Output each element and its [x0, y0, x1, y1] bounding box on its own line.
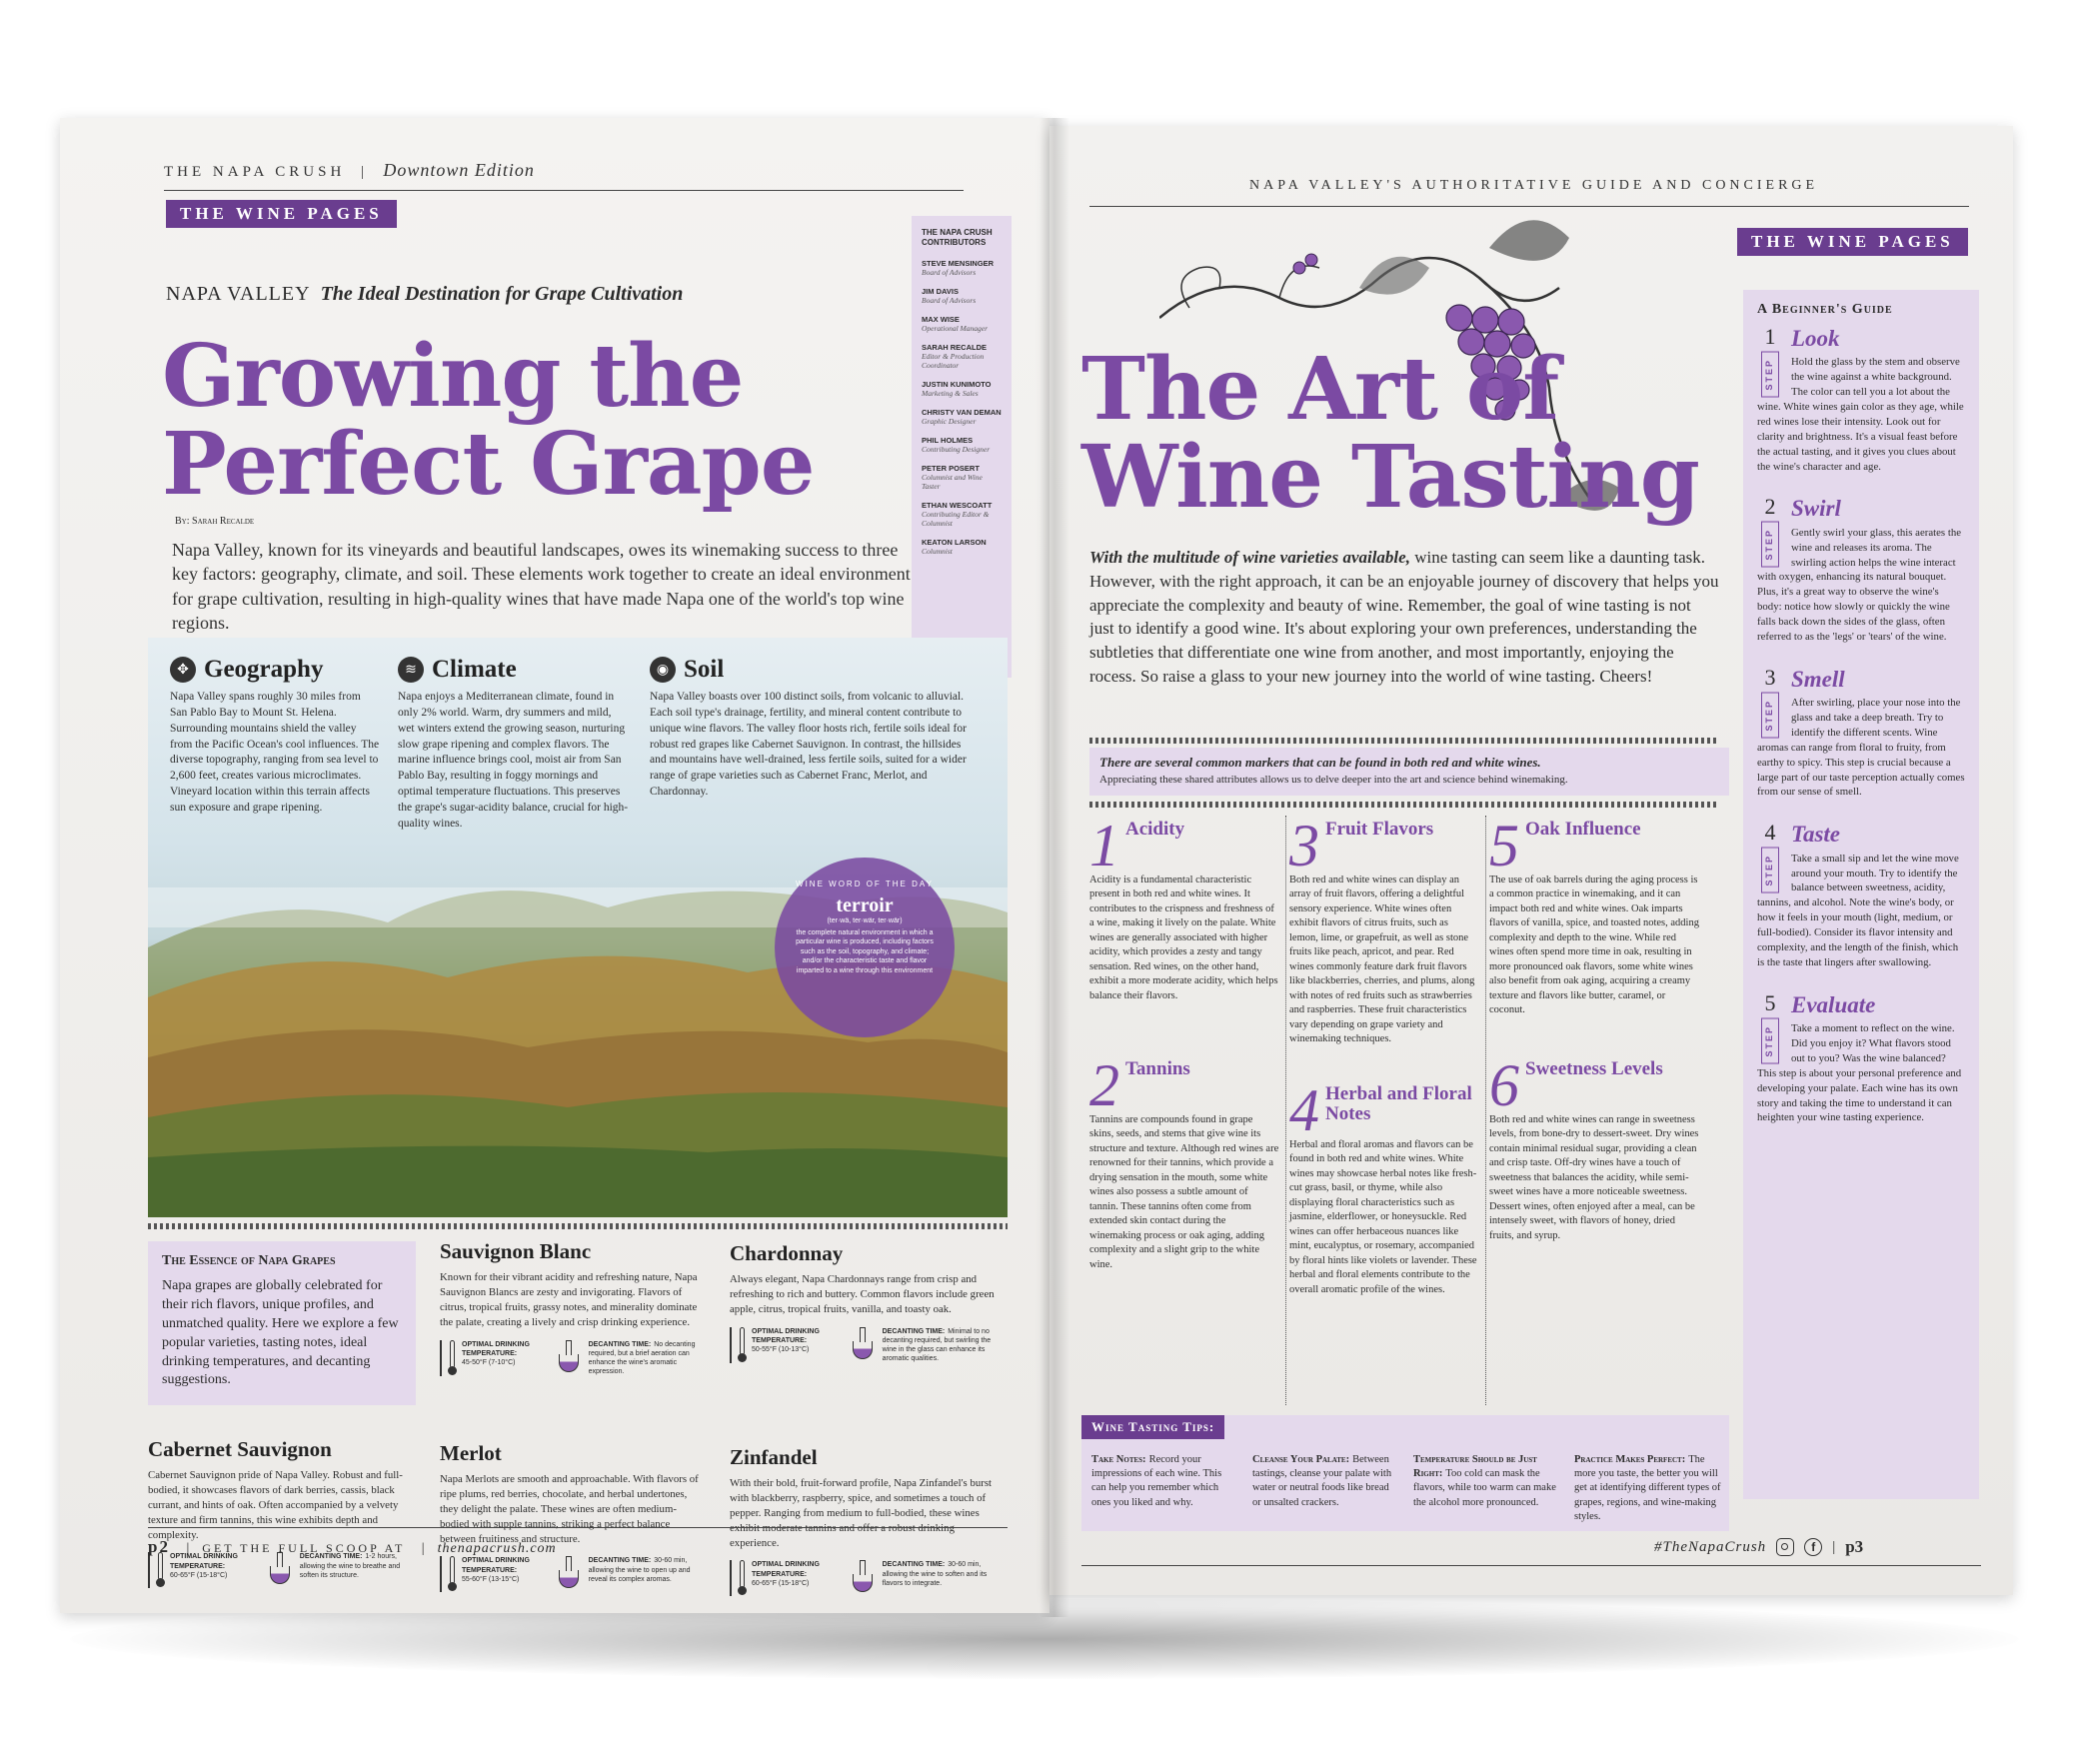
- marker-column-rule: [1285, 816, 1286, 1405]
- tip: [1252, 1453, 1399, 1524]
- temp-block: [462, 1340, 546, 1376]
- right-headline-line-1: The Art of: [1081, 339, 1559, 440]
- marker-tannins: [1089, 1052, 1289, 1272]
- contributors-list: [922, 259, 1002, 556]
- contributor-role: Columnist: [922, 546, 953, 556]
- temp-spec: [738, 1560, 840, 1596]
- step-number: 3: [1764, 664, 1776, 690]
- decanter-icon: [554, 1556, 584, 1592]
- step-label: STEP: [1761, 1018, 1779, 1064]
- decant-block: [883, 1560, 1000, 1596]
- marker-heading: [1089, 1052, 1279, 1118]
- temp-label: OPTIMAL DRINKING TEMPERATURE:: [462, 1340, 530, 1357]
- right-headline: [1081, 339, 1699, 528]
- right-headline-line-2: Wine Tasting: [1081, 426, 1699, 528]
- right-masthead: NAPA VALLEY'S AUTHORITATIVE GUIDE AND CONCIERGE: [1249, 178, 1819, 193]
- essence-box: [148, 1241, 416, 1405]
- decant-block: [300, 1552, 416, 1588]
- tip-title: Cleanse Your Palate:: [1252, 1454, 1350, 1465]
- temp-block: [170, 1552, 257, 1588]
- temp-block: [752, 1560, 840, 1596]
- marker-oak-influence: [1489, 813, 1709, 1018]
- marker-herbal-and-floral-notes: [1289, 1077, 1489, 1297]
- contributor-role: Board of Advisors: [922, 267, 977, 277]
- variety-cabernet-sauvignon: [148, 1437, 416, 1588]
- wotd-pronunciation: (ter·wä, ter·wär, ter·wär): [827, 917, 903, 924]
- step-number: 2: [1764, 494, 1776, 520]
- step-title: Swirl: [1791, 496, 1841, 522]
- marker-title: Oak Influence: [1525, 819, 1641, 840]
- temp-value: 60-65°F (15-18°C): [170, 1571, 228, 1579]
- decanter-icon: [848, 1560, 878, 1596]
- right-footer-rule: [1081, 1565, 1981, 1566]
- markers-callout: [1089, 748, 1729, 796]
- marker-number: 2: [1089, 1052, 1119, 1118]
- factor-heading: [170, 656, 380, 684]
- temp-spec: [156, 1552, 257, 1588]
- decant-value: 30-60 min, allowing the wine to open up and reveal its complex aromas.: [588, 1557, 691, 1583]
- contributor-role: Contributing Editor & Columnist: [922, 509, 990, 528]
- decant-spec: [848, 1560, 1000, 1596]
- contributor-role: Operational Manager: [922, 323, 989, 333]
- step-smell: [1757, 664, 1965, 801]
- contributor-name: KEATON LARSON: [922, 537, 987, 547]
- temp-spec: [448, 1556, 546, 1592]
- marker-number: 4: [1289, 1077, 1319, 1143]
- marker-title: Acidity: [1125, 819, 1185, 840]
- decant-value: 1-2 hours, allowing the wine to breathe and soften its structure.: [299, 1553, 401, 1579]
- step-text: Take a moment to reflect on the wine. Did you enjoy it? What flavors stood out to you? Was the wine balanced? This step is about your personal preference and developing your palate. Each wine has its own story and taking the time to understand it can heighten your wine tasting experience.: [1757, 1022, 1962, 1124]
- marker-heading: [1089, 813, 1279, 879]
- step-title: Look: [1791, 326, 1840, 351]
- tip-title: Practice Makes Perfect:: [1574, 1454, 1686, 1465]
- contributor: [922, 436, 1002, 454]
- intro-text: wine tasting can seem like a daunting task. However, with the right approach, it can be an enjoyable journey of discovery that helps you appreciate the complexity and beauty of wine. Remember, the goal of wine tasting is not just to identify a good wine. It's about exploring your own preferences, understanding the subtleties that differentiate one wine from another, and most importantly, enjoying the rocess. So raise a glass to your new journey into the world of wine tasting. Cheers!: [1089, 548, 1719, 686]
- decant-label: DECANTING TIME:: [588, 1557, 652, 1565]
- temp-block: [752, 1327, 840, 1363]
- thermometer-icon: [738, 1560, 747, 1596]
- contributor-role: Marketing & Sales: [922, 388, 979, 398]
- marker-fruit-flavors: [1289, 813, 1489, 1047]
- contributor: [922, 343, 1002, 370]
- masthead-brand: THE NAPA CRUSH: [164, 164, 346, 180]
- contributor-role: Editor & Production Coordinator: [922, 351, 985, 370]
- marker-text: Tannins are compounds found in grape skins, seeds, and stems that give wine its structure and texture. Although red wines are renowned for their tannins, which provide a drying sensation in the mouth, some white wines also possess a subtle amount of tannin. These tannins often come from extended skin contact during the winemaking process or oak aging, adding complexity and a slight grip to the white wine.: [1089, 1114, 1279, 1270]
- contributor-name: SARAH RECALDE: [922, 342, 988, 352]
- factor-heading: [650, 656, 980, 684]
- right-masthead-rule: [1089, 206, 1969, 207]
- markers-wavy-bottom: [1089, 802, 1719, 808]
- wind-icon: ≋: [398, 657, 424, 683]
- variety-text: Napa Merlots are smooth and approachable. With flavors of ripe plums, red berries, chocolate, and herbal undertones, they delight the palate. These wines are often medium-bodied with supple tannins, striking a perfect balance between fruitiness and structure.: [440, 1473, 699, 1545]
- marker-number: 3: [1289, 813, 1319, 879]
- decant-label: DECANTING TIME:: [882, 1327, 946, 1335]
- step-marker: [1757, 664, 1783, 739]
- variety-specs: [148, 1552, 416, 1588]
- variety-text: Known for their vibrant acidity and refreshing nature, Napa Sauvignon Blancs are zesty and invigorating. Flavors of citrus, tropical fruits, grassy notes, and minerality dominate the palate, creating a lively and crisp drinking experience.: [440, 1271, 698, 1328]
- decant-value: Minimal to no decanting required, but swirling the wine in the glass can enhance its aromatic qualities.: [882, 1327, 992, 1362]
- kicker-place: NAPA VALLEY: [166, 283, 311, 305]
- contributor-name: ETHAN WESCOATT: [922, 500, 993, 510]
- temp-label: OPTIMAL DRINKING TEMPERATURE:: [462, 1557, 530, 1574]
- variety-specs: [440, 1556, 700, 1592]
- temp-spec: [448, 1340, 546, 1376]
- step-text: After swirling, place your nose into the glass and take a deep breath. Try to identify the different scents. Wine aromas can range from floral to fruity, from earthy to spicy. This step is crucial because a large part of our taste perception actually comes from our sense of smell.: [1757, 697, 1965, 799]
- tips-list: [1091, 1453, 1721, 1524]
- step-text: Gently swirl your glass, this aerates the wine and releases its aroma. The swirling action helps the wine interact with oxygen, enhancing its natural bouquet. Plus, it's a great way to observe the wine's body: notice how slowly or quickly the wine falls back down the sides of the glass, often referred to as the 'legs' or 'tears' of the wine.: [1757, 526, 1962, 643]
- marker-text: Herbal and floral aromas and flavors can be found in both red and white wines. White wines may showcase herbal notes like fresh-cut grass, basil, or thyme, while also displaying floral characteristics such as jasmine, elderflower, or honeysuckle. Red wines can offer herbaceous nuances like mint, eucalyptus, or rosemary, accompanied by floral hints like violets or lavender. These herbal and floral elements contribute to the overall aromatic profile of the wines.: [1289, 1139, 1477, 1295]
- masthead-edition: Downtown Edition: [383, 160, 535, 180]
- variety-name: Cabernet Sauvignon: [148, 1437, 332, 1461]
- kicker-title: The Ideal Destination for Grape Cultivation: [320, 283, 684, 305]
- right-intro: [1089, 546, 1719, 689]
- tips-box: [1081, 1415, 1729, 1531]
- variety-specs: [730, 1327, 1000, 1363]
- marker-title: Tannins: [1125, 1058, 1190, 1079]
- step-title: Evaluate: [1791, 991, 1876, 1017]
- variety-specs: [440, 1340, 700, 1376]
- marker-acidity: [1089, 813, 1289, 1003]
- decant-label: DECANTING TIME:: [882, 1561, 946, 1569]
- decant-value: 30-60 min, allowing the wine to soften and its flavors to integrate.: [882, 1561, 988, 1587]
- step-marker: [1757, 326, 1783, 398]
- contributors-title: THE NAPA CRUSH CONTRIBUTORS: [922, 228, 993, 248]
- contributor: [922, 408, 1002, 426]
- tip: [1091, 1453, 1238, 1524]
- contributor: [922, 315, 1002, 333]
- factor-text: Napa enjoys a Mediterranean climate, found in only 2% world. Warm, dry summers and mild, wet winters extend the growing season, nurturing slow grape ripening and complex flavors. The marine influence brings cool, moist air from San Pablo Bay, resulting in foggy mornings and optimal temperature fluctuations. This preserves the grape's sugar-acidity balance, crucial for high-quality wines.: [398, 691, 629, 830]
- page-headline: [162, 326, 815, 515]
- contributor-role: Board of Advisors: [922, 295, 977, 305]
- temp-value: 45-50°F (7-10°C): [462, 1358, 516, 1366]
- thermometer-icon: [448, 1556, 457, 1592]
- decant-spec: [265, 1552, 416, 1588]
- beginners-guide: [1743, 290, 1979, 1499]
- marker-heading: [1289, 813, 1479, 879]
- step-text: Take a small sip and let the wine move around your mouth. Try to identify the balance between sweetness, acidity, tannins, and alcohol. Note the wine's body, or how it feels in your mouth (light, medium, or full-bodied). Consider its flavor intensity and complexity, and the length of the finish, which is the taste that lingers after swallowing.: [1757, 852, 1959, 968]
- contributor-name: CHRISTY VAN DEMAN: [922, 407, 1002, 417]
- factors-section: [170, 656, 990, 876]
- variety-specs: [730, 1560, 1000, 1596]
- decant-label: DECANTING TIME:: [299, 1553, 363, 1561]
- intro-paragraph: Napa Valley, known for its vineyards and beautiful landscapes, owes its winemaking success to three key factors: geography, climate, and soil. These elements work together to create an ideal environment for grape cultivation, resulting in high-quality wines that have made Napa one of the world's top wine regions.: [172, 540, 911, 634]
- headline-line-1: Growing the: [162, 326, 744, 427]
- marker-heading: [1289, 1077, 1479, 1143]
- tips-title: Wine Tasting Tips:: [1081, 1415, 1224, 1439]
- decant-value: No decanting required, but a brief aeration can enhance the wine's aromatic expression.: [588, 1340, 696, 1375]
- temp-block: [462, 1556, 546, 1592]
- tip-text: The more you taste, the better you will get at identifying different types of grapes, regions, and wine-making styles.: [1574, 1454, 1721, 1522]
- tip-text: Between tastings, cleanse your palate with water or neutral foods like bread or unsalted crackers.: [1252, 1454, 1392, 1508]
- decant-block: [883, 1327, 1000, 1363]
- step-number: 5: [1764, 989, 1776, 1015]
- variety-text: Always elegant, Napa Chardonnays range from crisp and refreshing to rich and buttery. Common flavors include green apple, citrus, tropical fruits, vanilla, and toasty oak.: [730, 1273, 995, 1315]
- marker-number: 6: [1489, 1052, 1519, 1118]
- footer-url[interactable]: thenapacrush.com: [437, 1541, 557, 1556]
- facebook-icon[interactable]: f: [1804, 1538, 1822, 1556]
- contributor-role: Graphic Designer: [922, 416, 977, 426]
- thermometer-icon: [156, 1552, 165, 1588]
- step-look: [1757, 326, 1965, 474]
- contributors-box: [912, 216, 1012, 678]
- footer-separator: |: [1832, 1538, 1836, 1555]
- tip-title: Take Notes:: [1091, 1454, 1146, 1465]
- wine-word-badge: [775, 858, 955, 1037]
- temp-value: 55-60°F (13-15°C): [462, 1575, 520, 1583]
- marker-number: 5: [1489, 813, 1519, 879]
- right-footer: [1654, 1537, 1863, 1557]
- step-text: Hold the glass by the stem and observe the wine against a white background. The color can tell you a lot about the wine. White wines gain color as they age, while red wines lose their intensity. Look out for clarity and brightness. It's a visual feast before the actual tasting, and it gives you clues about the wine's character and age.: [1757, 356, 1964, 473]
- left-footer: p2 | GET THE FULL SCOOP AT | thenapacrush.com: [148, 1537, 557, 1556]
- variety-text: With their bold, fruit-forward profile, Napa Zinfandel's burst with blackberry, raspberry, spice, and sometimes a touch of pepper. Ranging from medium to full-bodied, these wines exhibit moderate tannins and offer a robust drinking experience.: [730, 1477, 993, 1549]
- variety-zinfandel: [730, 1445, 1000, 1596]
- step-marker: [1757, 496, 1783, 568]
- contributor-name: MAX WISE: [922, 314, 960, 324]
- factor-text: Napa Valley boasts over 100 distinct soils, from volcanic to alluvial. Each soil type's drainage, fertility, and mineral content contribute to unique wine flavors. The valley floor hosts rich, fertile soils ideal for robust red grapes like Cabernet Sauvignon. In contrast, the hillsides and mountains have well-drained, less fertile soils, suited for a wider range of grape varieties such as Cabernet Franc, Merlot, and Chardonnay.: [650, 691, 967, 799]
- markers-wavy-top: [1089, 738, 1719, 744]
- marker-text: Both red and white wines can range in sweetness levels, from bone-dry to dessert-sweet. Dry wines contain minimal residual sugar, providing a clean and crisp taste. Off-dry wines have a touch of sweetness that balances the acidity, while semi-sweet wines have a more noticeable sweetness. Dessert wines, often enjoyed after a meal, can be intensely sweet, with flavors of honey, dried fruits, and syrup.: [1489, 1114, 1699, 1241]
- marker-heading: [1489, 1052, 1699, 1118]
- contributor: [922, 287, 1002, 305]
- marker-number: 1: [1089, 813, 1119, 879]
- marker-column-rule: [1485, 816, 1486, 1405]
- decant-block: [589, 1340, 700, 1376]
- factor-heading: [398, 656, 630, 684]
- decant-block: [589, 1556, 700, 1592]
- soil-icon: ◉: [650, 657, 676, 683]
- right-page: [1049, 126, 2013, 1595]
- step-number: 1: [1764, 324, 1776, 349]
- decant-label: DECANTING TIME:: [588, 1340, 652, 1348]
- contributor-name: STEVE MENSINGER: [922, 258, 995, 268]
- step-marker: [1757, 989, 1783, 1064]
- right-section-tag: THE WINE PAGES: [1737, 228, 1968, 256]
- contributor-role: Contributing Designer: [922, 444, 991, 454]
- right-page-number: p3: [1845, 1537, 1864, 1556]
- wotd-word: terroir: [836, 894, 894, 916]
- factor-text: Napa Valley spans roughly 30 miles from San Pablo Bay to Mount St. Helena. Surrounding mountains shield the valley from the Pacific Ocean's cool influences. The diverse topography, ranging from sea level to 2,600 feet, creates various microclimates. Vineyard location within this terrain affects sun exposure and grape ripening.: [170, 691, 380, 815]
- variety-name: Sauvignon Blanc: [440, 1239, 592, 1263]
- compass-icon: ✥: [170, 657, 196, 683]
- footer-hashtag: #TheNapaCrush: [1654, 1538, 1767, 1555]
- decanter-icon: [265, 1552, 295, 1588]
- section-tag: THE WINE PAGES: [166, 200, 397, 228]
- marker-title: Sweetness Levels: [1525, 1058, 1663, 1079]
- step-marker: [1757, 822, 1783, 893]
- factor-geography: [170, 656, 380, 817]
- decanter-icon: [848, 1327, 878, 1363]
- step-number: 4: [1764, 820, 1776, 846]
- guide-title: A Beginner's Guide: [1757, 302, 1893, 317]
- tip-title: Temperature Should be Just Right:: [1413, 1454, 1537, 1480]
- step-label: STEP: [1761, 522, 1779, 568]
- byline: By: Sarah Recalde: [175, 516, 255, 527]
- masthead-rule: [164, 190, 964, 191]
- contributor: [922, 380, 1002, 398]
- essence-text: Napa grapes are globally celebrated for their rich flavors, unique profiles, and unmatched quality. Here we explore a few popular varieties, tasting notes, ideal drinking temperatures, and decanting suggestions.: [162, 1278, 399, 1388]
- step-taste: [1757, 822, 1965, 969]
- variety-name: Zinfandel: [730, 1445, 818, 1469]
- left-masthead: [164, 160, 535, 181]
- variety-text: Cabernet Sauvignon pride of Napa Valley. Robust and full-bodied, it showcases flavors of dark berries, cassis, black currant, and hints of oak. Often accompanied by a velvety texture and firm tannins, this wine exhibits depth and complexity.: [148, 1469, 403, 1541]
- variety-chardonnay: [730, 1241, 1000, 1363]
- step-label: STEP: [1761, 352, 1779, 398]
- contributor-role: Columnist and Wine Taster: [922, 472, 983, 491]
- factor-climate: [398, 656, 630, 833]
- contributor: [922, 464, 1002, 491]
- tip-text: Too cold can mask the flavors, while too warm can make the alcohol more pronounced.: [1413, 1468, 1556, 1508]
- step-title: Taste: [1791, 822, 1840, 848]
- headline-line-2: Perfect Grape: [162, 413, 815, 515]
- temp-value: 50-55°F (10-13°C): [752, 1345, 810, 1353]
- decanter-icon: [554, 1340, 584, 1376]
- factor-title: Climate: [432, 656, 517, 683]
- variety-sauvignon-blanc: [440, 1239, 700, 1376]
- variety-name: Merlot: [440, 1441, 502, 1465]
- marker-text: Acidity is a fundamental characteristic present in both red and white wines. It contributes to the crispness and freshness of a wine, making it lively on the palate. White wines are generally associated with higher acidity, which provides a zesty and tangy sensation. Red wines, on the other hand, exhibit a more moderate acidity, which helps balance their flavors.: [1089, 875, 1278, 1001]
- contributor-name: JUSTIN KUNIMOTO: [922, 379, 992, 389]
- marker-text: The use of oak barrels during the aging process is a common practice in winemaking, and it can impact both red and white wines. Oak imparts flavors of vanilla, spice, and toasted notes, adding complexity and depth to the wine. While red wines often spend more time in oak, resulting in more pronounced oak flavors, some white wines also benefit from oak aging, acquiring a creamy texture and flavors like butter, caramel, or coconut.: [1489, 875, 1699, 1016]
- page-number: p2: [148, 1537, 170, 1556]
- step-label: STEP: [1761, 848, 1779, 893]
- instagram-icon[interactable]: [1776, 1538, 1794, 1556]
- tip-text: Record your impressions of each wine. This can help you remember which ones you liked and why.: [1091, 1454, 1222, 1508]
- marker-text: Both red and white wines can display an array of fruit flavors, offering a delightful sensory experience. White wines often exhibit flavors of citrus fruits, such as lemon, lime, or grapefruit, as well as stone fruits like peach, apricot, and pear. Red wines commonly feature dark fruit flavors like blackberries, cherries, and plums, along with notes of red fruits such as strawberries and raspberries. These fruit characteristics vary depending on grape variety and winemaking techniques.: [1289, 875, 1475, 1045]
- temp-value: 60-65°F (15-18°C): [752, 1579, 810, 1587]
- wotd-definition: the complete natural environment in which a particular wine is produced, including factors such as the soil, topography, and climate; and/or the characteristic taste and flavor imparted to a wine through this environment: [796, 929, 934, 974]
- masthead-separator: |: [360, 164, 368, 180]
- thermometer-icon: [448, 1340, 457, 1376]
- decant-spec: [848, 1327, 1000, 1363]
- thermometer-icon: [738, 1327, 747, 1363]
- essence-title: The Essence of Napa Grapes: [162, 1253, 336, 1268]
- wotd-label: WINE WORD OF THE DAY: [796, 880, 934, 888]
- contributor-name: JIM DAVIS: [922, 286, 959, 296]
- factor-soil: [650, 656, 980, 801]
- contributor-name: PHIL HOLMES: [922, 435, 974, 445]
- markers-sub: Appreciating these shared attributes allows us to delve deeper into the art and science behind winemaking.: [1099, 774, 1568, 786]
- kicker: [166, 283, 683, 306]
- divider-wavy: [148, 1223, 1008, 1229]
- temp-label: OPTIMAL DRINKING TEMPERATURE:: [752, 1327, 820, 1344]
- decant-spec: [554, 1556, 700, 1592]
- marker-heading: [1489, 813, 1699, 879]
- contributor: [922, 259, 1002, 277]
- variety-merlot: [437, 1441, 700, 1592]
- footer-cta: GET THE FULL SCOOP AT: [202, 1541, 406, 1555]
- step-swirl: [1757, 496, 1965, 644]
- intro-bold: With the multitude of wine varieties available,: [1089, 548, 1410, 567]
- decant-spec: [554, 1340, 700, 1376]
- factor-title: Geography: [204, 656, 324, 683]
- left-page: [60, 118, 1049, 1613]
- tip: [1413, 1453, 1560, 1524]
- factor-title: Soil: [684, 656, 725, 683]
- marker-sweetness-levels: [1489, 1052, 1709, 1243]
- step-title: Smell: [1791, 666, 1845, 692]
- step-label: STEP: [1761, 693, 1779, 739]
- temp-spec: [738, 1327, 840, 1363]
- temp-label: OPTIMAL DRINKING TEMPERATURE:: [752, 1561, 820, 1578]
- contributor: [922, 501, 1002, 528]
- steps-list: [1757, 326, 1965, 1125]
- tip: [1574, 1453, 1721, 1524]
- contributor-name: PETER POSERT: [922, 463, 980, 473]
- temp-label: OPTIMAL DRINKING TEMPERATURE:: [170, 1553, 238, 1570]
- contributor: [922, 538, 1002, 556]
- marker-title: Fruit Flavors: [1325, 819, 1434, 840]
- markers-bold: There are several common markers that can be found in both red and white wines.: [1099, 755, 1541, 770]
- variety-name: Chardonnay: [730, 1241, 844, 1265]
- marker-title: Herbal and Floral Notes: [1325, 1083, 1472, 1124]
- step-evaluate: [1757, 989, 1965, 1126]
- left-footer-rule: [148, 1527, 1008, 1528]
